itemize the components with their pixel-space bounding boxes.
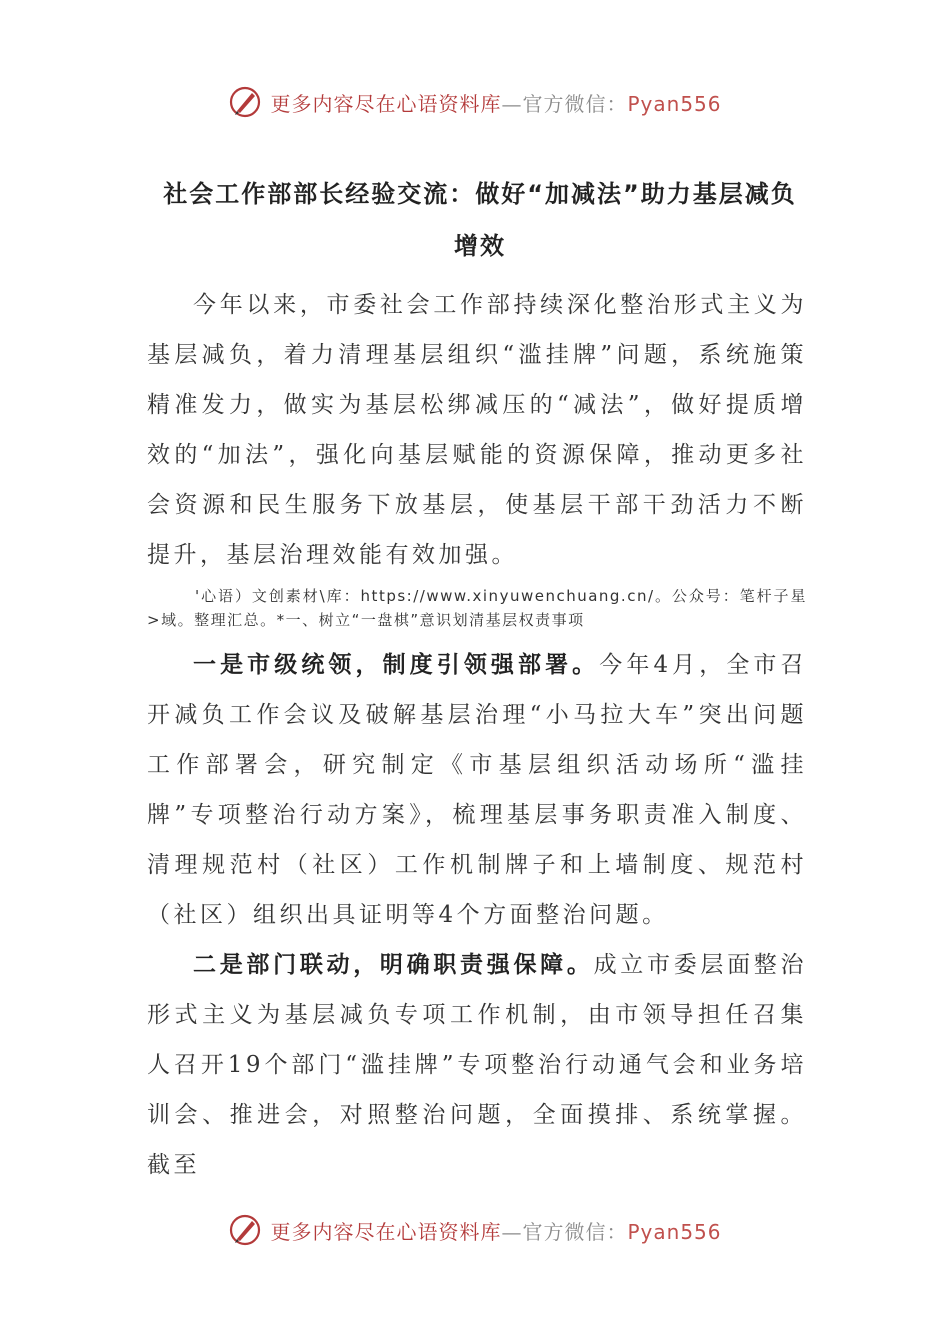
source-note: '心语）文创素材\库：https://www.xinyuwenchuang.cn/。公众号：笔杆子星>域。整理汇总。*一、树立“一盘棋”意识划清基层权责事项 [147,587,807,629]
paragraph-2: 二是部门联动，明确职责强保障。成立市委层面整治形式主义为基层减负专项工作机制，由市领导担任召集人召开19个部门“滥挂牌”专项整治行动通气会和业务培训会、推进会，对照整治问题，全面摸排、系统掌握。截至 [147,952,808,1178]
header-banner [0,82,950,122]
paragraph-1-heading: 一是市级统领，制度引领强部署。 [193,652,600,678]
quill-pen-logo-icon [228,85,262,119]
footer-banner [0,1210,950,1250]
document-title [150,168,810,272]
intro-paragraph: 今年以来，市委社会工作部持续深化整治形式主义为基层减负，着力清理基层组织“滥挂牌”问题，系统施策精准发力，做实为基层松绑减压的“减法”，做好提质增效的“加法”，强化向基层赋能的资源保障，推动更多社会资源和民生服务下放基层，使基层干部干劲活力不断提升，基层治理效能有效加强。 [147,292,807,568]
quill-pen-logo-icon [228,1213,262,1247]
paragraph-1: 一是市级统领，制度引领强部署。今年4月，全市召开减负工作会议及破解基层治理“小马拉大车”突出问题工作部署会，研究制定《市基层组织活动场所“滥挂牌”专项整治行动方案》，梳理基层事务职责准入制度、清理规范村（社区）工作机制牌子和上墙制度、规范村（社区）组织出具证明等4个方面整治问题。 [147,652,808,928]
banner-text: 更多内容尽在心语资料库—官方微信：Pyan556 [270,91,722,116]
title-line-1: 社会工作部部长经验交流：做好“加减法”助力基层减负 [163,180,797,208]
document-body [147,280,807,1190]
title-line-2: 增效 [454,232,506,260]
paragraph-2-heading: 二是部门联动，明确职责强保障。 [193,952,594,978]
banner-text: 更多内容尽在心语资料库—官方微信：Pyan556 [270,1219,722,1244]
